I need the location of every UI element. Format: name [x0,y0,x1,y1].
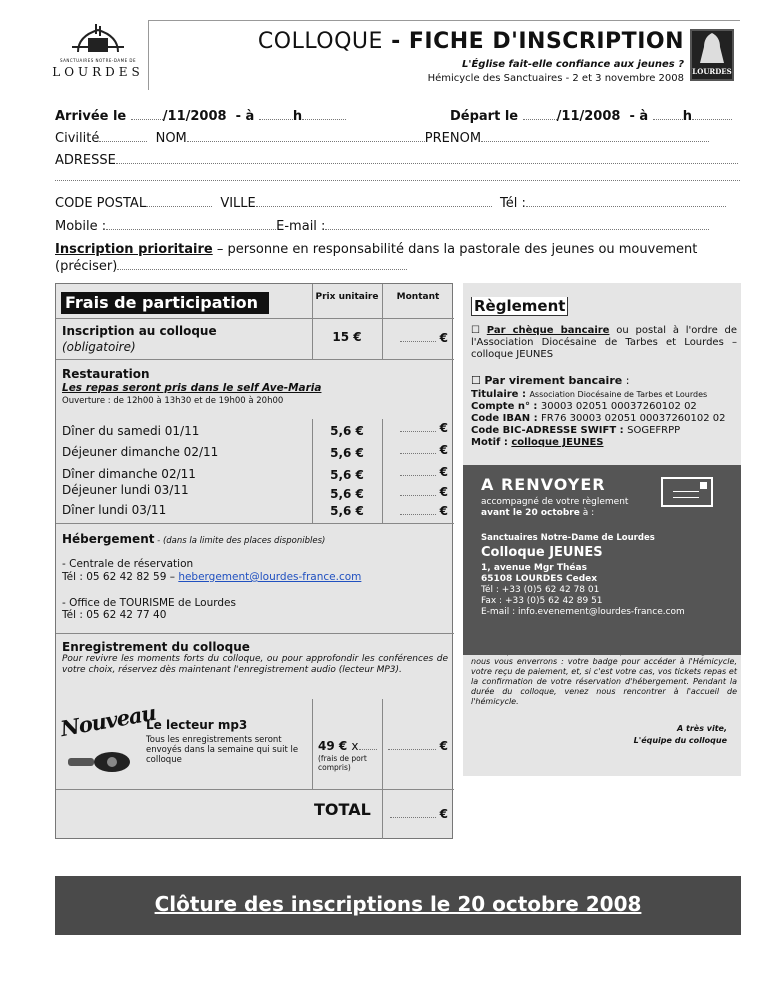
enregistrement-title: Enregistrement du colloque [62,640,250,654]
total-label: TOTAL [314,800,371,819]
total-amount [382,806,448,821]
renvoyer-sub: accompagné de votre règlement [481,497,629,507]
prenom-field[interactable] [481,130,709,142]
mobile-label: Mobile : [55,219,107,234]
adresse-field-2[interactable] [55,169,740,181]
currency-sign: € [439,739,448,753]
departure-minute-field[interactable] [692,108,732,120]
civilite-field[interactable] [99,130,147,142]
preciser-field[interactable] [117,258,407,270]
meal-amount-field[interactable] [400,420,436,432]
centrale-tel: Tél : 05 62 42 82 59 – [62,571,179,583]
meal-label: Déjeuner dimanche 02/11 [62,445,219,459]
meal-amount-field[interactable] [400,484,436,496]
row-divider [56,633,454,634]
title-light: COLLOQUE [257,29,383,54]
colloque-amount-field[interactable] [400,330,436,342]
mp3-text: Tous les enregistrements seront envoyés dans la semaine qui suit le colloque [146,735,299,765]
meal-amount [392,442,448,457]
logo-name: LOURDES [52,65,144,79]
code-postal-label: CODE POSTAL [55,196,147,211]
row-divider [56,318,454,319]
mp3-amount [382,738,448,753]
email-field[interactable] [325,218,709,230]
adresse-field[interactable] [116,152,738,164]
departure-date: /11/2008 [556,109,621,124]
meal-amount [392,503,448,518]
reception-text: nous vous enverrons : votre badge pour accéder à l'Hémicycle, votre reçu de paiement, et, si c'est votre cas, vos tickets repas et la confirmation de votre réservation d'hébergement. Pendant la durée du colloque, venez nous rencontrer à l'accueil de l'hémicycle. [471,657,737,706]
addr-fax: Fax : +33 (0)5 62 42 89 51 [481,596,603,606]
titulaire-label: Titulaire : [471,389,530,400]
departure-day-field[interactable] [523,108,557,120]
mp3-quantity-field[interactable] [359,738,377,750]
unit-price-header: Prix unitaire [315,292,379,302]
priority-registration [55,241,741,275]
restauration-subtitle: Les repas seront pris dans le self Ave-Maria [62,382,322,394]
email-label: E-mail : [276,219,326,234]
currency-sign: € [439,485,448,499]
arrival-minute-field[interactable] [302,108,346,120]
renvoyer-title: A RENVOYER [481,475,606,494]
org-name: Colloque JEUNES [481,545,603,560]
restauration-title: Restauration [62,367,150,381]
virement-label: Par virement bancaire [484,374,623,387]
title-separator: - [382,29,409,54]
titulaire-value: Association Diocésaine de Tarbes et Lourdes [529,390,708,399]
row-divider [56,789,454,790]
virement-checkbox[interactable]: ☐ [471,374,481,387]
addr-line-2: 65108 LOURDES Cedex [481,574,598,584]
arrival-hour-label: h [292,109,303,124]
motif-value: colloque JEUNES [511,437,604,448]
iban-label: Code IBAN : [471,413,542,424]
nom-field[interactable] [187,130,425,142]
page-subtitle: L'Église fait-elle confiance aux jeunes ? [462,59,684,70]
col-divider [382,284,383,359]
bientot-text: A très vite, [677,724,727,733]
deadline-banner [55,876,741,935]
currency-sign: € [439,331,448,345]
preciser-label: (préciser) [55,259,118,274]
currency-sign: € [439,421,448,435]
code-postal-field[interactable] [146,195,212,207]
arrival-at-label: - à [235,109,255,124]
hebergement-heading [62,532,325,546]
renvoyer-instructions [481,497,628,519]
meal-price: 5,6 € [330,468,364,482]
col-divider [312,699,313,789]
lourdes-badge [690,29,734,81]
currency-sign: € [439,807,448,821]
addr-tel: Tél : +33 (0)5 62 42 78 01 [481,585,600,595]
addr-email: E-mail : info.evenement@lourdes-france.com [481,607,685,617]
badge-text: LOURDES [692,67,732,76]
arrival-day-field[interactable] [131,108,163,120]
restauration-hours: Ouverture : de 12h00 à 13h30 et de 19h00 à 20h00 [62,396,284,406]
meal-amount-field[interactable] [400,464,436,476]
meal-label: Déjeuner lundi 03/11 [62,483,189,497]
mp3-amount-field[interactable] [388,738,436,750]
addr-line-1: 1, avenue Mgr Théas [481,563,587,573]
mp3-price-line [318,738,377,753]
prenom-label: PRENOM [424,131,482,146]
colloque-price: 15 € [332,330,362,344]
fees-title: Frais de participation [61,292,269,314]
mp3-price: 49 € [318,739,348,753]
arrival-hour-field[interactable] [259,108,293,120]
office-label: - Office de TOURISME de Lourdes [62,597,236,609]
mobile-row [55,218,740,234]
virgin-mary-icon [692,31,732,65]
meal-label: Dîner dimanche 02/11 [62,467,196,481]
colloque-note: (obligatoire) [62,340,136,354]
virement-option [471,375,737,387]
meal-price: 5,6 € [330,424,364,438]
identity-row [55,130,740,146]
equipe-text: L'équipe du colloque [633,736,727,745]
cheque-option [471,325,737,361]
cheque-text: ou postal à l'ordre de l'Association Diocésaine de Tarbes et Lourdes – colloque JEUNES [471,325,738,360]
meal-amount [392,420,448,435]
colloque-amount [392,330,448,345]
meal-amount [392,484,448,499]
office-tel: Tél : 05 62 42 77 40 [62,609,167,621]
total-amount-field[interactable] [390,806,436,818]
currency-sign: € [439,504,448,518]
currency-sign: € [439,465,448,479]
compte-value: 30003 02051 00037260102 02 [540,401,697,412]
title-bold: FICHE D'INSCRIPTION [408,29,684,54]
tel-field[interactable] [526,195,726,207]
swift-value: SOGEFRPP [627,425,681,436]
org-label: Sanctuaires Notre-Dame de Lourdes [481,533,655,543]
amount-header: Montant [396,292,440,302]
postal-row [55,195,740,211]
meal-label: Dîner du samedi 01/11 [62,424,200,438]
adresse-label: ADRESSE [55,153,116,168]
priority-text: – personne en responsabilité dans la pastorale des jeunes ou mouvement [212,242,698,257]
tel-label: Tél : [500,196,526,211]
departure-hour-field[interactable] [653,108,683,120]
centrale-contact [62,571,361,583]
ville-field[interactable] [256,195,492,207]
meal-label: Dîner lundi 03/11 [62,503,167,517]
meal-price: 5,6 € [330,504,364,518]
priority-label: Inscription prioritaire [55,242,213,257]
col-divider [312,284,313,359]
currency-sign: € [439,443,448,457]
basilica-icon [68,22,128,54]
hebergement-note: - (dans la limite des places disponibles) [154,536,326,546]
civilite-label: Civilité [55,131,100,146]
arrival-date: /11/2008 [162,109,227,124]
ville-label: VILLE [220,196,256,211]
arrival-label: Arrivée le [55,109,127,124]
row-divider [56,523,454,524]
departure-at-label: - à [629,109,649,124]
motif-label: Motif : [471,437,512,448]
renvoyer-tail: à : [579,508,595,518]
enregistrement-text: Pour revivre les moments forts du colloque, ou pour approfondir les conférences de votre choix, réservez dès maintenant l'enregistrement audio (lecteur MP3). [62,654,448,675]
meal-amount-field[interactable] [400,503,436,515]
compte-label: Compte n° : [471,401,541,412]
virement-colon: : [622,374,630,387]
mp3-title: Le lecteur mp3 [146,718,248,732]
mp3-note: (frais de port compris) [318,754,367,772]
departure-label: Départ le [450,109,519,124]
meal-amount-field[interactable] [400,442,436,454]
swift-label: Code BIC-ADRESSE SWIFT : [471,425,628,436]
meal-amount [392,464,448,479]
sanctuaires-logo [48,22,148,82]
centrale-label: - Centrale de réservation [62,558,194,570]
hebergement-title: Hébergement [62,532,155,546]
hebergement-email-link[interactable]: hebergement@lourdes-france.com [178,571,362,583]
return-address-box [463,465,741,655]
address-line-2 [55,166,740,185]
meal-price: 5,6 € [330,446,364,460]
event-dates: Hémicycle des Sanctuaires - 2 et 3 novembre 2008 [427,73,684,84]
deadline-text: Clôture des inscriptions le 20 octobre 2008 [154,892,642,916]
mp3-multiply: x [351,739,359,753]
mp3-player-icon [64,750,134,774]
cheque-label: Par chèque bancaire [486,325,610,336]
departure-group [450,108,732,124]
meal-price: 5,6 € [330,487,364,501]
envelope-icon [661,477,713,507]
cheque-checkbox[interactable]: ☐ [471,325,480,336]
iban-value: FR76 30003 02051 00037260102 02 [541,413,726,424]
col-divider [382,419,383,523]
bank-details [471,389,737,449]
colloque-label: Inscription au colloque [62,324,217,338]
title-box [148,20,740,90]
departure-hour-label: h [682,109,692,124]
page-title [258,29,684,54]
nom-label: NOM [155,131,187,146]
nouveau-label: Nouveau [58,699,158,742]
logo-subtitle: SANCTUAIRES NOTRE-DAME DE [60,58,136,63]
reglement-title: Règlement [471,297,568,316]
fees-header [56,284,454,318]
row-divider [56,359,454,360]
fees-table [55,283,453,839]
mobile-field[interactable] [106,218,276,230]
renvoyer-deadline: avant le 20 octobre [481,508,580,518]
